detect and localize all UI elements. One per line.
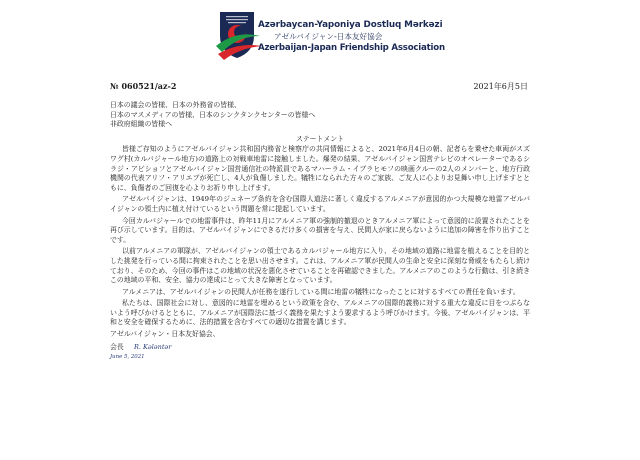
org-name-en: Azerbaijan-Japan Friendship Association <box>258 43 445 53</box>
statement-title: ステートメント <box>295 134 345 143</box>
letterhead <box>214 6 445 64</box>
org-name-jp: アゼルバイジャン-日本友好協会 <box>274 32 383 41</box>
statement-paragraph: アルメニアは、アゼルバイジャンの民間人が任務を遂行している間に地雷の犠牲になったことに対するすべての責任を負います。 <box>122 287 520 296</box>
addressee-line: 非政府組織の皆様へ <box>110 120 173 129</box>
addressee-line: 日本の議会の皆様、日本の外務省の皆様、 <box>110 101 241 109</box>
addressee-block <box>110 101 530 130</box>
statement-paragraph: 今回カルバジャールでの地雷事件は、昨年11月にアルメニア軍の強制的撤退のときアルメニア軍によって意図的に設置されたことを再び示しています。目的は、アゼルバイジャンにできるだけ多くの損害を与え、民間人が家に戻らないように追加の障害を作り出すことです。 <box>110 216 530 244</box>
association-emblem-icon <box>214 6 264 62</box>
handwritten-signature: R. Kələntər <box>133 342 172 351</box>
statement-paragraph: 皆様ご存知のようにアゼルバイジャン共和国内務省と検察庁の共同情報によると、2021年6月4日の朝、記者らを乗せた車両がスズワグ村(カルバジャール地方)の道路上の対戦車地雷に接触しました。爆発の結果、アゼルバイジャン国営テレビのオペレーターであるシラジ・アビショフとアゼルバイジャン国営通信社の特派員であるマハーラム・イブラヒモフの映画クルーの2人のメンバーと、地方行政機関の代表アリフ・アリエブが死亡し、4人が負傷しました。犠牲になられた方々のご家族、ご友人に心よりお見舞い申し上げますとともに、負傷者のご回復を心よりお祈り申し上げます。 <box>110 145 530 192</box>
letter-date: 2021年6月5日 <box>473 82 528 91</box>
signature-date: June 5, 2021 <box>110 354 145 361</box>
letter-body <box>110 101 530 363</box>
signature-row <box>110 343 530 353</box>
statement-paragraph: アゼルバイジャンは、1949年のジュネーブ条約を含む国際人道法に著しく違反するアルメニアが意図的かつ大規模な地雷アゼルバイジャンの領土内に植え付けているという問題を常に提起しています。 <box>110 195 530 213</box>
statement-paragraph: 以前アルメニアの軍隊が、アゼルバイジャンの領土であるカルバジャール地方に入り、その地域の道路に地雷を植えることを目的とした挑発を行っている間に拘束されたことを思い出させます。これは、アルメニア軍が民間人の生命と安全に深刻な脅威をもたらし続けており、そのため、今回の事件はこの地域の状況を悪化させていることを再確認できました。アルメニアのこのような行動は、引き続きこの地域の平和、安全、協力の達成にとって大きな障害となっています。 <box>110 247 530 285</box>
organization-names <box>258 20 445 53</box>
addressee-line: 日本のマスメディアの皆様、日本のシンクタンクセンターの皆様へ <box>110 110 316 119</box>
closing-line: アゼルバイジャン・日本友好協会、 <box>110 330 220 339</box>
org-name-az: Azərbaycan-Yaponiya Dostluq Mərkəzi <box>258 20 443 30</box>
statement-paragraph: 私たちは、国際社会に対し、意図的に地雷を埋めるという政策を含む、アルメニアの国際的義務に対する重大な違反に目をつぶらないよう呼びかけるとともに、アルメニアが国際法に基づく義務を果たすよう要求するよう呼びかけます。今後、アゼルバイジャンは、平和と安全を確保するために、法的措置を含むすべての適切な措置を講じます。 <box>110 299 530 327</box>
reference-number: № 060521/az-2 <box>110 81 177 91</box>
signer-title: 会長 <box>110 342 124 351</box>
